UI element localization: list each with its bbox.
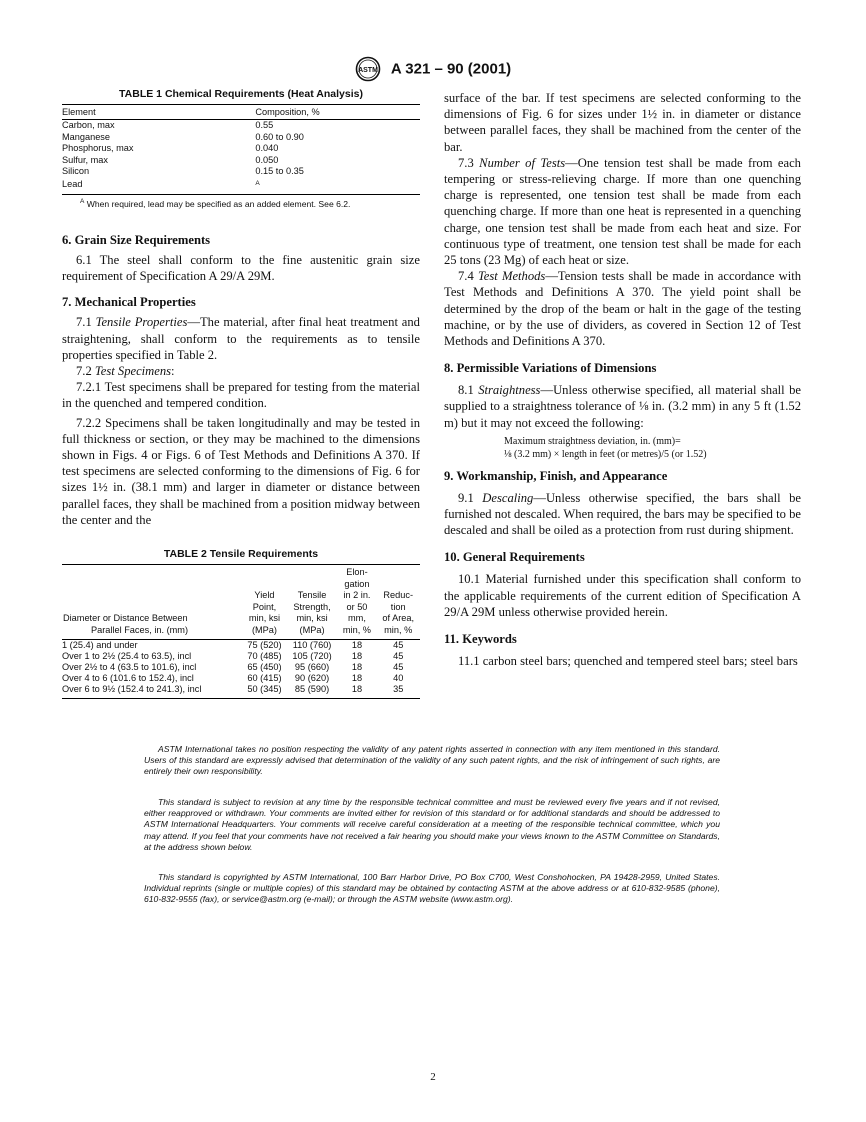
table-cell: 95 (660) [294,661,330,672]
table-cell: 18 [351,650,363,661]
table-cell: Silicon [62,166,90,176]
table-cell: Sulfur, max [62,154,108,165]
table-row [62,178,420,195]
tensile-requirements-table [62,564,420,699]
table-row [62,143,420,155]
formula-line: ⅛ (3.2 mm) × length in feet (or metres)/5 (or 1.52) [504,448,707,460]
table-cell: 0.15 to 0.35 [255,166,304,176]
footnote-ref: A [255,179,260,187]
table-cell: 35 [376,684,420,698]
copyright-notice: This standard is copyrighted by ASTM International, 100 Barr Harbor Drive, PO Box C700, West Conshohocken, PA 19428-2959, United States. Individual reprints (single or multiple copies) of this standard may be obtained by contacting ASTM at the above address or at 610-832-9585 (phone), 610-832-9555 (fax), or service@astm.org (e-mail); or through the ASTM website (www.astm.org). [144,872,720,905]
table-cell: Carbon, max [62,120,115,130]
table-cell: 110 (760) [292,639,332,650]
table-row [62,651,420,662]
patent-notice: ASTM International takes no position respecting the validity of any patent rights asserted in connection with any item mentioned in this standard. Users of this standard are expressly advised that determination of the validity of any such patent rights, and the risk of infringement of such rights, are entirely their own responsibility. [144,744,720,777]
right-column [444,90,801,669]
section-9-heading: 9. Workmanship, Finish, and Appearance [444,468,668,483]
para-6-1: 6.1 The steel shall conform to the fine austenitic grain size requirement of Specification A 29/A 29M. [62,252,420,284]
revision-notice: This standard is subject to revision at any time by the responsible technical committee and must be reviewed every five years and if not revised, either reapproved or withdrawn. Your comments are invited either for revision of this standard or for additional standards and should be addressed to ASTM International Headquarters. Your comments will receive careful consideration at a meeting of the responsible technical committee, which you may attend. If you feel that your comments have not received a fair hearing you should make your views known to the ASTM Committee on Standards, at the address shown below. [144,797,720,852]
table-cell: Over 6 to 9½ (152.4 to 241.3), incl [62,684,242,698]
logo-text: ASTM [357,67,378,74]
para-7-2-2-continued: surface of the bar. If test specimens are selected conforming to the dimensions of Fig. 6 for sizes under 1½ in. in diameter or distance between parallel faces, they shall be machined from the center of the bar. [444,91,801,154]
para-7-2-1: 7.2.1 Test specimens shall be prepared for testing from the material in the quenched and tempered condition. [62,380,420,411]
table-cell: Over 2½ to 4 (63.5 to 101.6), incl [62,661,197,672]
table-cell: Over 1 to 2½ (25.4 to 63.5), incl [62,650,192,661]
page-number: 2 [430,1071,436,1083]
para-7-1: 7.1 Tensile Properties—The material, after final heat treatment and straightening, shall conform to the requirements as to tensile properties specified in Table 2. [62,315,420,362]
section-11-heading: 11. Keywords [444,632,517,647]
table-cell: Phosphorus, max [62,143,134,153]
section-8-heading: 8. Permissible Variations of Dimensions [444,361,657,376]
table-cell: 0.60 to 0.90 [255,131,304,142]
table2-header-reduction: Reduc- tion of Area, min, % [376,564,420,639]
para-7-2: 7.2 Test Specimens: [76,363,175,378]
section-6-heading: 6. Grain Size Requirements [62,232,211,247]
table2-header-tensile: Tensile Strength, min, ksi (MPa) [287,564,338,639]
table-cell: 60 (415) [247,673,282,684]
table-row [62,684,420,698]
table2-header-elongation: Elon- gation in 2 in. or 50 mm, min, % [337,564,376,639]
section-10-heading: 10. General Requirements [444,550,585,565]
document-designation: A 321 – 90 (2001) [390,60,512,78]
table1-header-element: Element [62,105,255,120]
table-row [62,639,420,651]
table-cell: 85 (590) [287,684,338,698]
table-cell: 18 [351,673,363,684]
page-header [0,56,866,82]
chemical-requirements-table [62,104,420,195]
table-cell: 45 [393,650,404,661]
table-cell: 40 [393,673,404,684]
table-cell: Lead [62,178,255,195]
table-row [62,155,420,167]
table-cell: Manganese [62,131,111,142]
left-column [62,88,420,699]
table-cell: 65 (450) [247,661,282,672]
table1-header-composition: Composition, % [255,105,420,120]
footnote-mark: A [80,198,85,206]
para-7-4: 7.4 Test Methods—Tension tests shall be made in accordance with Test Methods and Definitions A 370. The yield point shall be determined by the drop of the beam or halt in the gage of the testing machine, or by the use of dividers, as covered in Section 12 of Test Methods and Definitions A 370. [444,269,802,349]
astm-logo-icon [355,56,381,82]
table-cell: 18 [351,639,363,650]
table-row [62,673,420,684]
table-cell: 90 (620) [294,673,330,684]
table1-title: TABLE 1 Chemical Requirements (Heat Analysis) [119,88,363,100]
table-cell: Over 4 to 6 (101.6 to 152.4), incl [62,673,194,684]
straightness-formula [504,435,801,461]
table-cell: 0.55 [255,120,274,130]
table-cell: 18 [351,661,363,672]
table-cell: 45 [393,661,404,672]
table-row [62,662,420,673]
table-cell: 70 (485) [247,650,282,661]
table-cell: 75 (520) [247,639,282,650]
footnote-text: When required, lead may be specified as an added element. See 6.2. [86,198,351,209]
table-cell: 18 [337,684,376,698]
para-11-1: 11.1 carbon steel bars; quenched and tempered steel bars; steel bars [458,654,798,669]
table-cell [255,178,420,195]
table1-footnote [80,198,420,209]
para-10-1: 10.1 Material furnished under this specification shall conform to the applicable requirements of the current edition of Specification A 29/A 29M unless otherwise provided herein. [444,572,801,619]
table-row [62,132,420,144]
table2-title: TABLE 2 Tensile Requirements [163,547,319,560]
para-8-1: 8.1 Straightness—Unless otherwise specified, all material shall be supplied to a straightness tolerance of ⅛ in. (3.2 mm) in any 5 ft (1.52 m) but it may not exceed the following: [444,383,801,430]
formula-line: Maximum straightness deviation, in. (mm)= [504,435,681,447]
table-cell: 105 (720) [292,650,332,661]
table2-header-yield: Yield Point, min, ksi (MPa) [242,564,286,639]
table-cell: 50 (345) [242,684,286,698]
para-9-1: 9.1 Descaling—Unless otherwise specified, the bars shall be furnished not descaled. When required, the bars may be specified to be descaled and shall be oiled as a protection from rust during shipment. [444,490,801,538]
para-7-2-2: 7.2.2 Specimens shall be taken longitudinally and may be tested in full thickness or section, or they may be machined to the dimensions shown in Figs. 4 or Figs. 6 of Test Methods and Definitions A 370. If test specimens are selected conforming to the dimensions of Fig. 6 for sizes 1½ in. (38.1 mm) and larger in diameter or distance between parallel faces, they shall be machined from a position midway between the center and the [62,415,420,527]
table-cell: 0.050 [255,154,279,165]
table-row [62,166,420,178]
section-7-heading: 7. Mechanical Properties [62,295,196,310]
table-cell: 1 (25.4) and under [62,639,138,650]
table-cell: 0.040 [255,143,279,153]
para-7-3: 7.3 Number of Tests—One tension test shall be made from each tempering or stress-relieving charge. If more than one quenching charge is represented, one tension test shall be made from each quenching charge. If more than one heat is represented in a quenching charge, one tension test shall be made from each heat and size. For continuous type of treatment, one tension test shall be made for each 25 tons (23 Mg) of each heat or size. [444,155,801,268]
table-cell: 45 [393,639,404,650]
table-row [62,120,420,132]
table2-header-diameter: Diameter or Distance Between Parallel Faces, in. (mm) [62,564,242,639]
